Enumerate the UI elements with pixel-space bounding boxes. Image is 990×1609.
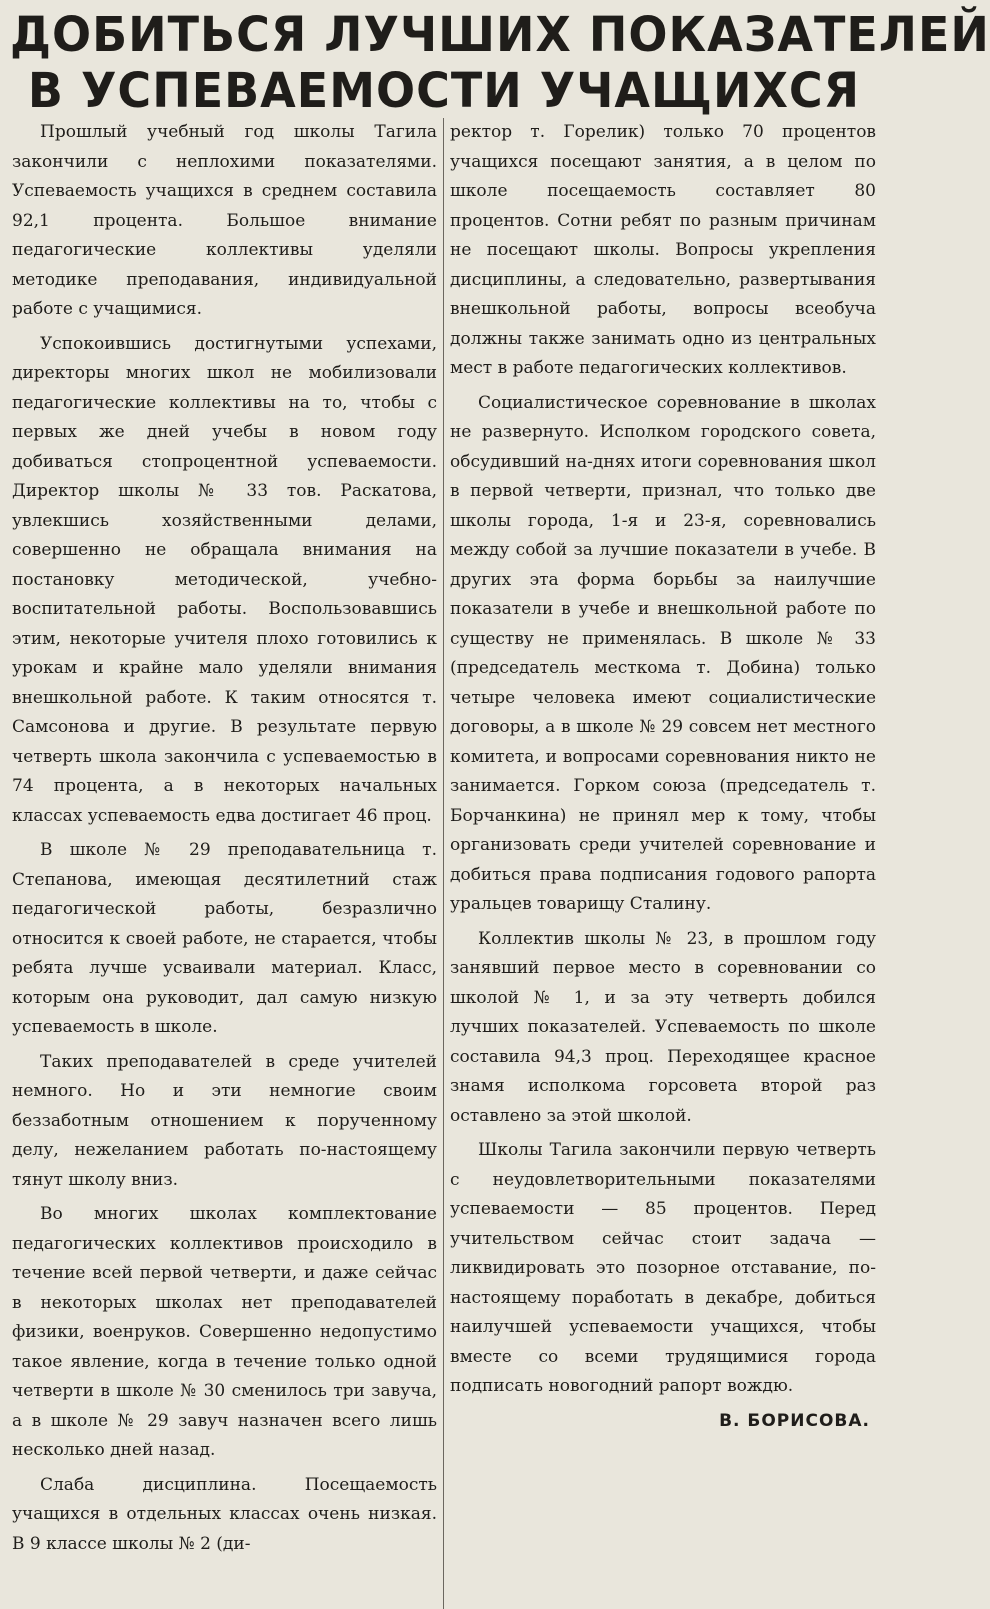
paragraph: Социалистическое соревнование в школах не развернуто. Исполком городского совета, обсудивший на-днях итоги соревнования школ в первой четверти, признал, что только две школы города, 1-я и 23-я, соревновались между собой за лучшие показатели в учебе. В других эта форма борьбы за наилучшие показатели в учебе и внешкольной работе по существу не применялась. В школе № 33 (председатель месткома т. Добина) только четыре человека имеют социалистические договоры, а в школе № 29 совсем нет местного комитета, и вопросами соревнования никто не занимается. Горком союза (председатель т. Борчанкина) не принял мер к тому, чтобы организовать среди учителей соревнование и добиться права подписания годового рапорта уральцев товарищу Сталину.: [450, 392, 876, 914]
paragraph: Слаба дисциплина. Посещаемость учащихся в отдельных классах очень низкая. В 9 классе школы № 2 (ди-: [12, 1474, 437, 1554]
paragraph: Таких преподавателей в среде учителей немного. Но и эти немногие своим беззаботным отношением к порученному делу, нежеланием работать по-настоящему тянут школу вниз.: [12, 1051, 437, 1190]
paragraph: Коллектив школы № 23, в прошлом году занявший первое место в соревновании со школой № 1, и за эту четверть добился лучших показателей. Успеваемость по школе составила 94,3 проц. Переходящее красное знамя исполкома горсовета второй раз оставлено за этой школой.: [450, 928, 876, 1126]
author-signature: В. БОРИСОВА.: [719, 1410, 870, 1431]
right-column: [444, 118, 882, 1609]
headline-line-2: В УСПЕВАЕМОСТИ УЧАЩИХСЯ: [27, 61, 861, 119]
article-columns: [6, 118, 882, 1609]
paragraph: Во многих школах комплектование педагогических коллективов происходило в течение всей первой четверти, и даже сейчас в некоторых школах нет преподавателей физики, военруков. Совершенно недопустимо такое явление, когда в течение только одной четверти в школе № 30 сменилось три завуча, а в школе № 29 завуч назначен всего лишь несколько дней назад.: [12, 1204, 437, 1460]
paragraph: Прошлый учебный год школы Тагила закончили с неплохими показателями. Успеваемость учащихся в среднем составила 92,1 процента. Большое внимание педагогические коллективы уделяли методике преподавания, индивидуальной работе с учащимися.: [12, 122, 437, 319]
paragraph: ректор т. Горелик) только 70 процентов учащихся посещают занятия, а в целом по школе посещаемость составляет 80 процентов. Сотни ребят по разным причинам не посещают школы. Вопросы укрепления дисциплины, а следовательно, развертывания внешкольной работы, вопросы всеобуча должны также занимать одно из центральных мест в работе педагогических коллективов.: [450, 122, 876, 378]
paragraph: Школы Тагила закончили первую четверть с неудовлетворительными показателями успеваемости — 85 процентов. Перед учительством сейчас стоит задача — ликвидировать это позорное отставание, по-настоящему поработать в декабре, добиться наилучшей успеваемости учащихся, чтобы вместе со всеми трудящимися города подписать новогодний рапорт вождю.: [450, 1140, 876, 1396]
paragraph: Успокоившись достигнутыми успехами, директоры многих школ не мобилизовали педагогические коллективы на то, чтобы с первых же дней учебы в новом году добиваться стопроцентной успеваемости. Директор школы № 33 тов. Раскатова, увлекшись хозяйственными делами, совершенно не обращала внимания на постановку методической, учебно-воспитательной работы. Воспользовавшись этим, некоторые учителя плохо готовились к урокам и крайне мало уделяли внимания внешкольной работе. К таким относятся т. Самсонова и другие. В результате первую четверть школа закончила с успеваемостью в 74 процента, а в некоторых начальных классах успеваемость едва достигает 46 проц.: [12, 333, 437, 826]
paragraph: В школе № 29 преподавательница т. Степанова, имеющая десятилетний стаж педагогической работы, безразлично относится к своей работе, не старается, чтобы ребята лучше усваивали материал. Класс, которым она руководит, дал самую низкую успеваемость в школе.: [12, 840, 437, 1037]
article-headline: [10, 0, 990, 119]
left-column: [6, 118, 444, 1609]
headline-line-1: ДОБИТЬСЯ ЛУЧШИХ ПОКАЗАТЕЛЕЙ: [10, 5, 990, 63]
